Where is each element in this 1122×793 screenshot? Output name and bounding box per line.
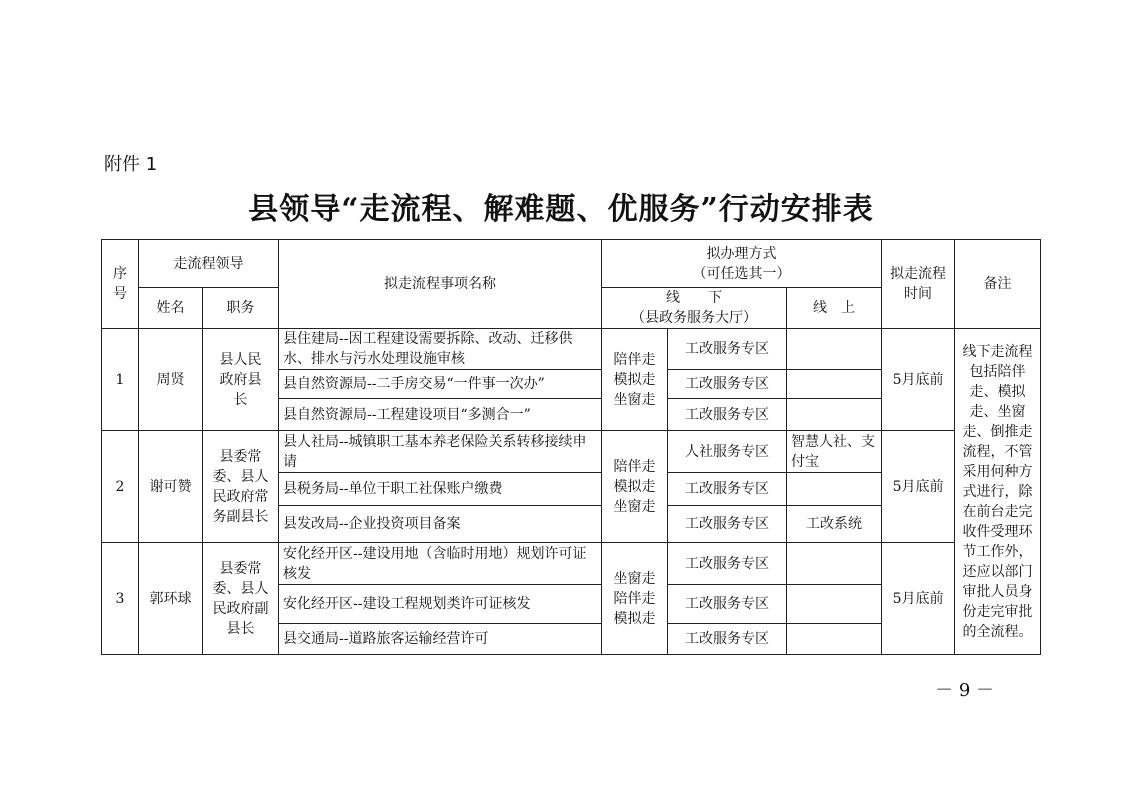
online-cell: 智慧人社、支付宝 xyxy=(787,431,882,473)
header-item: 拟走流程事项名称 xyxy=(279,240,602,329)
mode-cell: 陪伴走模拟走坐窗走 xyxy=(602,329,668,431)
mode-cell: 坐窗走陪伴走模拟走 xyxy=(602,543,668,655)
leader-name: 周贤 xyxy=(139,329,203,431)
time-cell: 5月底前 xyxy=(882,431,955,543)
item-name: 县住建局--因工程建设需要拆除、改动、迁移供水、排水与污水处理设施审核 xyxy=(279,329,602,370)
mode-cell: 陪伴走模拟走坐窗走 xyxy=(602,431,668,543)
document-title: 县领导“走流程、解难题、优服务”行动安排表 xyxy=(248,192,874,227)
leader-name: 谢可赞 xyxy=(139,431,203,543)
offline-cell: 工改服务专区 xyxy=(668,624,787,655)
item-name: 县交通局--道路旅客运输经营许可 xyxy=(279,624,602,655)
leader-position: 县人民政府县长 xyxy=(203,329,279,431)
seq-cell: 3 xyxy=(102,543,139,655)
header-position: 职务 xyxy=(203,288,279,329)
table-row xyxy=(102,543,1041,585)
online-cell: 工改系统 xyxy=(787,506,882,543)
page-number: － 9 － xyxy=(935,680,994,701)
item-name: 县发改局--企业投资项目备案 xyxy=(279,506,602,543)
schedule-table xyxy=(101,239,1041,655)
header-offline: 线 下 （县政务服务大厅） xyxy=(602,288,787,329)
table-row xyxy=(102,431,1041,473)
attachment-label: 附件 1 xyxy=(104,154,158,175)
offline-cell: 工改服务专区 xyxy=(668,399,787,431)
item-name: 安化经开区--建设用地（含临时用地）规划许可证核发 xyxy=(279,543,602,585)
online-cell xyxy=(787,329,882,370)
online-cell xyxy=(787,473,882,506)
offline-cell: 工改服务专区 xyxy=(668,506,787,543)
offline-cell: 人社服务专区 xyxy=(668,431,787,473)
leader-position: 县委常委、县人民政府副县长 xyxy=(203,543,279,655)
header-online: 线 上 xyxy=(787,288,882,329)
offline-cell: 工改服务专区 xyxy=(668,585,787,624)
seq-cell: 2 xyxy=(102,431,139,543)
item-name: 安化经开区--建设工程规划类许可证核发 xyxy=(279,585,602,624)
remark-note: 线下走流程包括陪伴走、模拟走、坐窗走、倒推走流程，不管采用何种方式进行，除在前台走完收件受理环节工作外，还应以部门审批人员身份走完审批的全流程。 xyxy=(955,329,1041,655)
offline-cell: 工改服务专区 xyxy=(668,473,787,506)
online-cell xyxy=(787,399,882,431)
online-cell xyxy=(787,585,882,624)
item-name: 县税务局--单位干职工社保账户缴费 xyxy=(279,473,602,506)
online-cell xyxy=(787,370,882,399)
time-cell: 5月底前 xyxy=(882,543,955,655)
online-cell xyxy=(787,543,882,585)
offline-cell: 工改服务专区 xyxy=(668,543,787,585)
item-name: 县自然资源局--二手房交易“一件事一次办” xyxy=(279,370,602,399)
offline-cell: 工改服务专区 xyxy=(668,329,787,370)
item-name: 县自然资源局--工程建设项目“多测合一” xyxy=(279,399,602,431)
seq-cell: 1 xyxy=(102,329,139,431)
time-cell: 5月底前 xyxy=(882,329,955,431)
header-seq: 序号 xyxy=(102,240,139,329)
item-name: 县人社局--城镇职工基本养老保险关系转移接续申请 xyxy=(279,431,602,473)
header-time: 拟走流程时间 xyxy=(882,240,955,329)
header-name: 姓名 xyxy=(139,288,203,329)
header-remark: 备注 xyxy=(955,240,1041,329)
online-cell xyxy=(787,624,882,655)
leader-name: 郭环球 xyxy=(139,543,203,655)
header-method: 拟办理方式 （可任选其一） xyxy=(602,240,882,288)
leader-position: 县委常委、县人民政府常务副县长 xyxy=(203,431,279,543)
offline-cell: 工改服务专区 xyxy=(668,370,787,399)
table-row xyxy=(102,329,1041,370)
header-leader: 走流程领导 xyxy=(139,240,279,288)
